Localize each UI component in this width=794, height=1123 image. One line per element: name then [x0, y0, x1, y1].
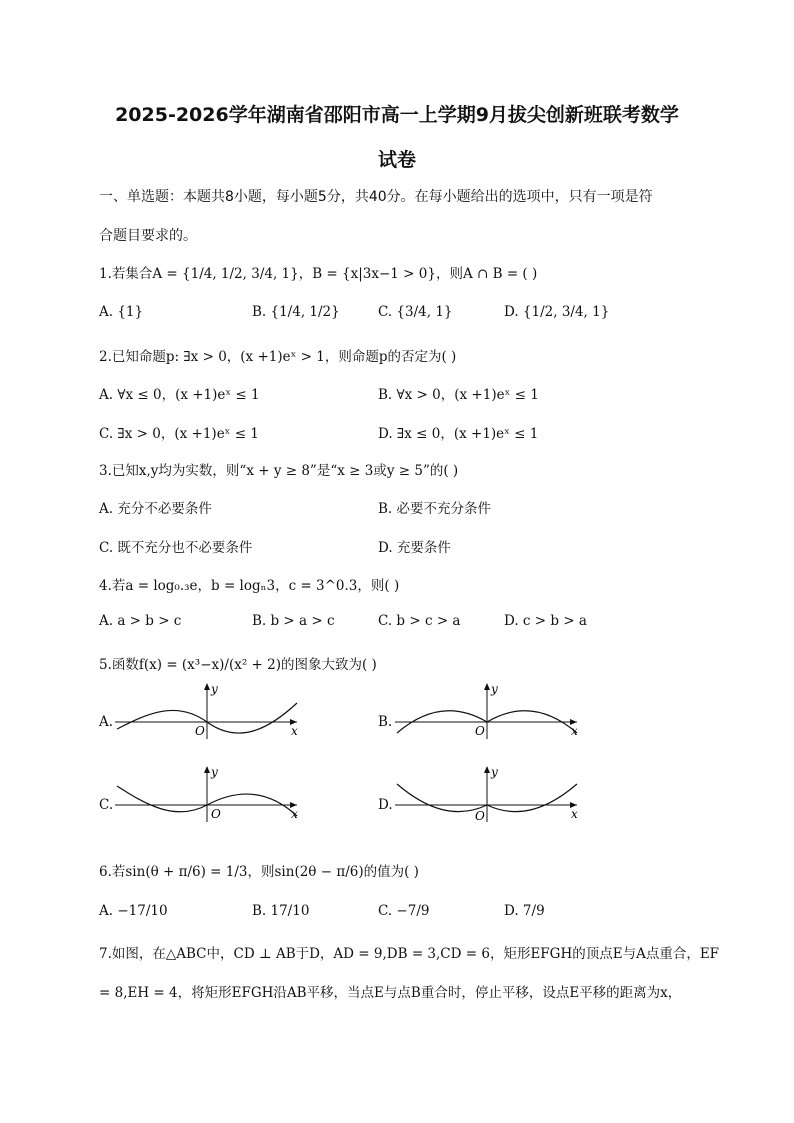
q2-option-b: B. ∀x > 0，(x +1)eˣ ≤ 1 — [378, 387, 539, 403]
q1-option-c: C. {3/4, 1} — [378, 304, 453, 320]
q5-graph-d — [395, 764, 585, 824]
q5-stem: 5.函数f(x) = (x³−x)/(x² + 2)的图象大致为( ) — [99, 657, 377, 673]
q5b-x-label: x — [571, 724, 578, 738]
q5a-x-label: x — [291, 724, 298, 738]
q5d-origin-label: O — [475, 809, 485, 823]
q4-stem: 4.若a = log₀.₃e，b = logₙ3，c = 3^0.3，则( ) — [99, 578, 400, 594]
q4-option-b: B. b > a > c — [252, 613, 335, 629]
q6-option-c: C. −7/9 — [378, 903, 430, 919]
q3-option-c: C. 既不充分也不必要条件 — [99, 540, 253, 556]
q1-option-d: D. {1/2, 3/4, 1} — [504, 304, 610, 320]
q6-option-d: D. 7/9 — [504, 903, 545, 919]
q6-option-a: A. −17/10 — [99, 903, 168, 919]
q1-option-a: A. {1} — [99, 304, 144, 320]
q5b-y-label: y — [491, 682, 498, 696]
q5a-y-label: y — [211, 682, 218, 696]
q6-option-b: B. 17/10 — [252, 903, 310, 919]
q5c-y-label: y — [211, 765, 218, 779]
q4-option-a: A. a > b > c — [99, 613, 182, 629]
q5-graph-a — [115, 681, 305, 741]
q7-stem-line2: = 8,EH = 4，将矩形EFGH沿AB平移，当点E与点B重合时，停止平移，设点E平移的距离为x， — [99, 985, 682, 1001]
q4-option-c: C. b > c > a — [378, 613, 461, 629]
q1-stem: 1.若集合A = {1/4, 1/2, 3/4, 1}，B = {x|3x−1 > 0}，则A ∩ B = ( ) — [99, 266, 538, 282]
q5c-origin-label: O — [211, 807, 221, 821]
q2-option-a: A. ∀x ≤ 0，(x +1)eˣ ≤ 1 — [99, 387, 260, 403]
q7-stem-line1: 7.如图，在△ABC中，CD ⊥ AB于D，AD = 9,DB = 3,CD = 6，矩形EFGH的顶点E与A点重合，EF — [99, 946, 720, 962]
q5b-origin-label: O — [475, 724, 485, 738]
q2-option-c: C. ∃x > 0，(x +1)eˣ ≤ 1 — [99, 426, 259, 442]
q5-graph-c — [115, 764, 305, 824]
q1-option-b: B. {1/4, 1/2} — [252, 304, 340, 320]
q5d-x-label: x — [571, 807, 578, 821]
q2-option-d: D. ∃x ≤ 0，(x +1)eˣ ≤ 1 — [378, 426, 539, 442]
q4-option-d: D. c > b > a — [504, 613, 587, 629]
q3-option-d: D. 充要条件 — [378, 540, 451, 556]
exam-title-line2: 试卷 — [377, 149, 416, 171]
q5-graph-b — [395, 681, 585, 741]
q5c-x-label: x — [291, 807, 298, 821]
q5-option-a-label: A. — [99, 714, 114, 730]
q3-stem: 3.已知x,y均为实数，则“x + y ≥ 8”是“x ≥ 3或y ≥ 5”的( ) — [99, 463, 459, 479]
q5d-y-label: y — [491, 765, 498, 779]
q5-option-c-label: C. — [99, 797, 114, 813]
q5a-origin-label: O — [195, 724, 205, 738]
q5-option-b-label: B. — [378, 714, 393, 730]
q6-stem: 6.若sin(θ + π/6) = 1/3，则sin(2θ − π/6)的值为( ) — [99, 864, 419, 880]
q2-stem: 2.已知命题p: ∃x > 0，(x +1)eˣ > 1，则命题p的否定为( ) — [99, 349, 457, 365]
q5-option-d-label: D. — [378, 797, 393, 813]
section-heading-cont: 合题目要求的。 — [99, 228, 197, 244]
q3-option-b: B. 必要不充分条件 — [378, 501, 492, 517]
exam-title-line1: 2025-2026学年湖南省邵阳市高一上学期9月拔尖创新班联考数学 — [115, 104, 679, 126]
section-heading: 一、单选题：本题共8小题，每小题5分，共40分。在每小题给出的选项中，只有一项是符 — [99, 189, 653, 205]
q3-option-a: A. 充分不必要条件 — [99, 501, 212, 517]
